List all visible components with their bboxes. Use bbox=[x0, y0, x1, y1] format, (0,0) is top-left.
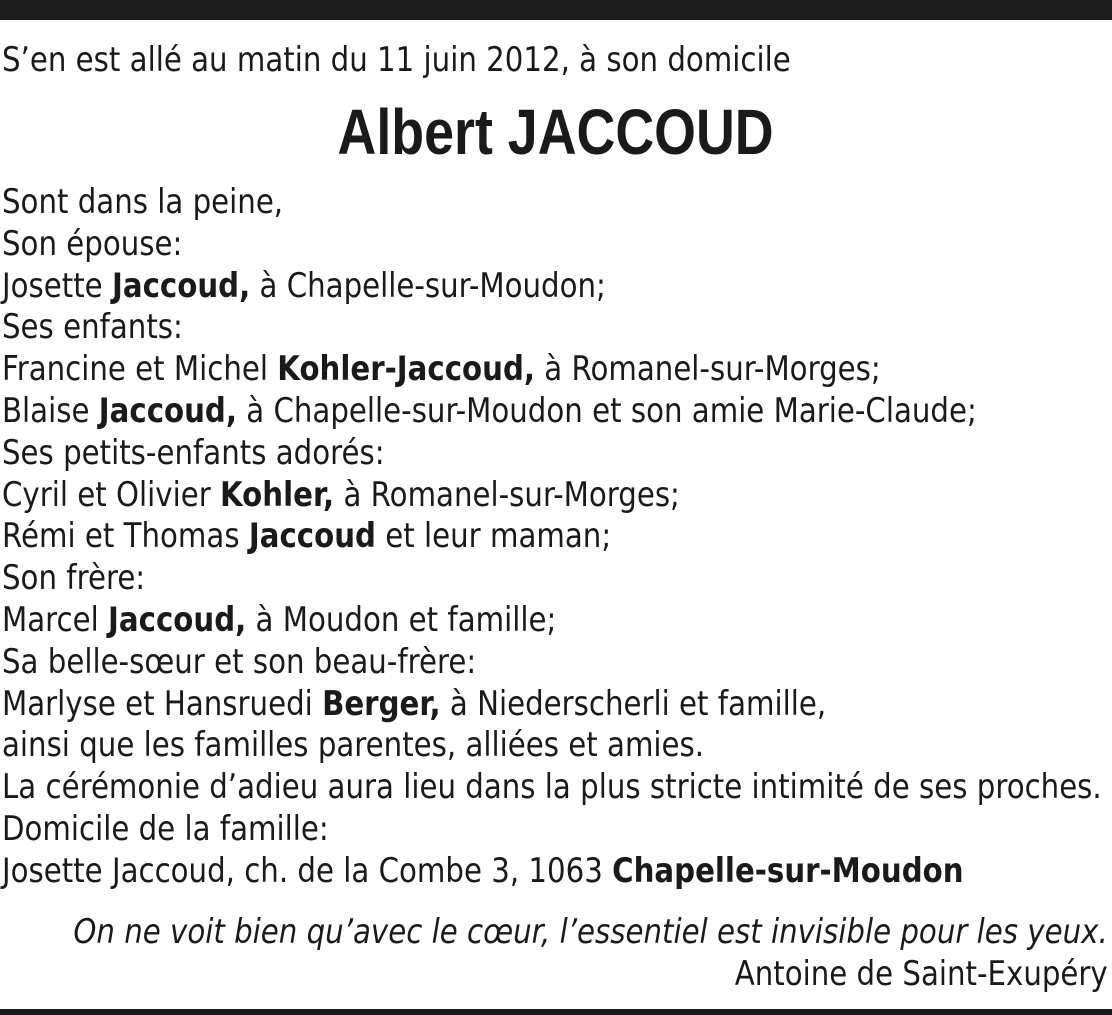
family-name: Jaccoud, bbox=[108, 599, 247, 640]
family-name: Chapelle-sur-Moudon bbox=[612, 850, 964, 891]
line-text: Son épouse: bbox=[2, 223, 183, 264]
notice-body bbox=[2, 182, 1111, 893]
line-text: Marlyse et Hansruedi bbox=[2, 683, 323, 724]
line-text: et leur maman; bbox=[375, 516, 612, 557]
line-text: Rémi et Thomas bbox=[2, 516, 249, 557]
line-text: à Chapelle-sur-Moudon; bbox=[250, 265, 606, 306]
line-text: à Chapelle-sur-Moudon et son amie Marie-Claude; bbox=[236, 390, 977, 431]
line-text: à Niederscherli et famille, bbox=[440, 683, 827, 724]
family-name: Kohler-Jaccoud, bbox=[277, 349, 535, 390]
line-text: Marcel bbox=[2, 599, 109, 640]
notice-line bbox=[2, 767, 1111, 809]
deceased-name-text: Albert JACCOUD bbox=[337, 96, 775, 168]
notice-line bbox=[2, 642, 1111, 684]
family-name: Kohler, bbox=[220, 474, 335, 515]
line-text: Josette Jaccoud, ch. de la Combe 3, 1063 bbox=[2, 850, 613, 891]
notice-line bbox=[2, 684, 1111, 726]
notice-line bbox=[2, 809, 1111, 851]
line-text: Blaise bbox=[2, 390, 99, 431]
notice-line bbox=[2, 224, 1111, 266]
notice-line bbox=[2, 433, 1111, 475]
notice-line bbox=[2, 516, 1111, 558]
family-name: Jaccoud, bbox=[98, 390, 237, 431]
notice-line bbox=[2, 725, 1111, 767]
notice-line bbox=[2, 307, 1111, 349]
line-text: La cérémonie d’adieu aura lieu dans la plus stricte intimité de ses proches. bbox=[2, 767, 1102, 808]
notice-line bbox=[2, 851, 1111, 893]
notice-line bbox=[2, 475, 1111, 517]
line-text: Son frère: bbox=[2, 558, 146, 599]
family-name: Jaccoud bbox=[248, 516, 376, 557]
line-text: à Romanel-sur-Morges; bbox=[334, 474, 680, 515]
top-rule bbox=[0, 0, 1112, 20]
line-text: à Moudon et famille; bbox=[246, 599, 557, 640]
line-text: Josette bbox=[2, 265, 112, 306]
quote-author: Antoine de Saint-Exupéry bbox=[734, 954, 1108, 994]
quote: On ne voit bien qu’avec le cœur, l’essentiel est invisible pour les yeux. bbox=[73, 912, 1108, 952]
line-text: Ses petits-enfants adorés: bbox=[2, 432, 385, 473]
notice-line bbox=[2, 558, 1111, 600]
family-name: Jaccoud, bbox=[111, 265, 251, 306]
notice-line bbox=[2, 600, 1111, 642]
notice-line bbox=[2, 391, 1111, 433]
line-text: Sont dans la peine, bbox=[2, 182, 284, 222]
line-text: Domicile de la famille: bbox=[2, 808, 329, 849]
intro-line: S’en est allé au matin du 11 juin 2012, à son domicile bbox=[2, 40, 791, 80]
line-text: Ses enfants: bbox=[2, 307, 183, 348]
notice-line bbox=[2, 349, 1111, 391]
notice-line bbox=[2, 266, 1111, 308]
family-name: Berger, bbox=[322, 683, 441, 724]
line-text: à Romanel-sur-Morges; bbox=[534, 349, 881, 390]
bottom-rule bbox=[0, 1009, 1112, 1015]
line-text: ainsi que les familles parentes, alliées et amies. bbox=[2, 725, 705, 766]
notice-line bbox=[2, 182, 1111, 224]
line-text: Cyril et Olivier bbox=[2, 474, 221, 515]
line-text: Francine et Michel bbox=[2, 349, 278, 390]
deceased-name bbox=[0, 92, 1112, 172]
line-text: Sa belle-sœur et son beau-frère: bbox=[2, 641, 477, 682]
